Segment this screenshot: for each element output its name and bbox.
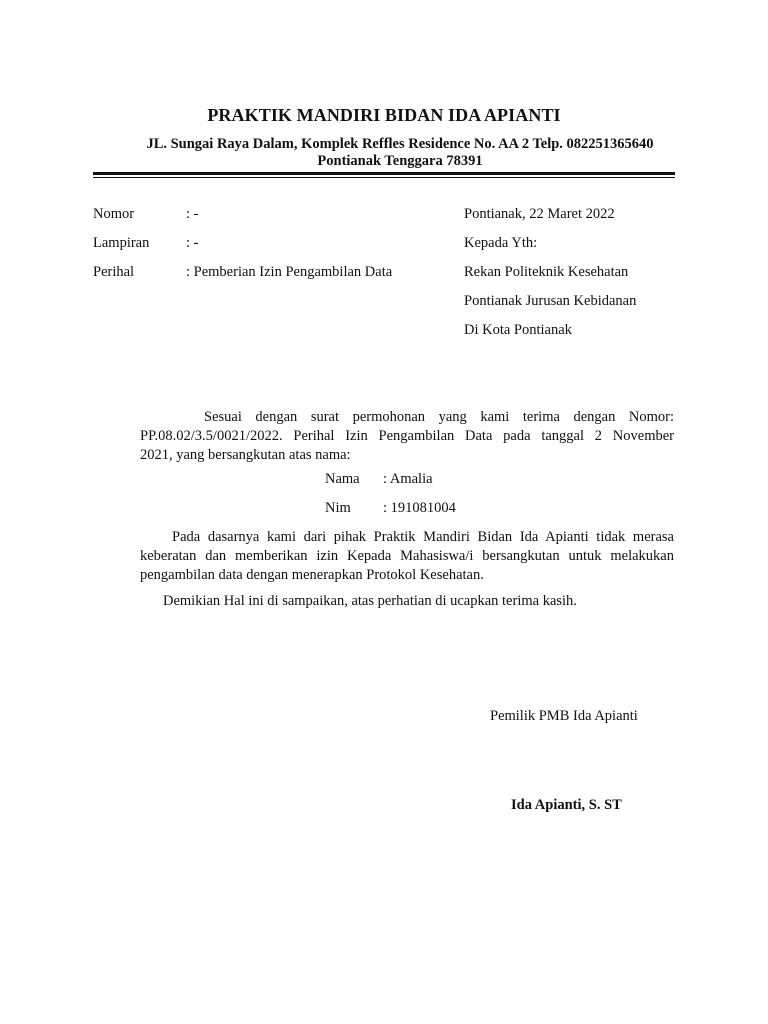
letterhead-divider-thick xyxy=(93,172,675,175)
perihal-label: Perihal xyxy=(93,264,135,280)
lampiran-label: Lampiran xyxy=(93,235,150,251)
para2-line1: Pada dasarnya kami dari pihak Praktik Mandiri Bidan Ida Apianti tidak merasa xyxy=(172,529,674,545)
letterhead-address-line2: Pontianak Tenggara 78391 xyxy=(317,153,483,169)
recipient-greeting: Kepada Yth: xyxy=(464,235,538,251)
nama-label: Nama xyxy=(325,471,360,487)
letterhead-divider-thin xyxy=(93,177,675,178)
nama-value: : Amalia xyxy=(383,471,433,487)
recipient-line2: Pontianak Jurusan Kebidanan xyxy=(464,293,637,309)
para2-line2: keberatan dan memberikan izin Kepada Mahasiswa/i bersangkutan untuk melakukan xyxy=(140,548,674,564)
place-date: Pontianak, 22 Maret 2022 xyxy=(464,206,615,222)
para1-line3: 2021, yang bersangkutan atas nama: xyxy=(140,447,351,463)
nomor-value: : - xyxy=(186,206,199,222)
perihal-value: : Pemberian Izin Pengambilan Data xyxy=(186,264,393,280)
signature-role: Pemilik PMB Ida Apianti xyxy=(490,708,638,724)
signature-name: Ida Apianti, S. ST xyxy=(511,797,622,813)
nim-value: : 191081004 xyxy=(383,500,456,516)
lampiran-value: : - xyxy=(186,235,199,251)
letterhead-title: PRAKTIK MANDIRI BIDAN IDA APIANTI xyxy=(207,105,561,125)
letterhead-address-line1: JL. Sungai Raya Dalam, Komplek Reffles Residence No. AA 2 Telp. 082251365640 xyxy=(146,136,654,152)
para1-line1: Sesuai dengan surat permohonan yang kami terima dengan Nomor: xyxy=(204,409,674,425)
para2-line3: pengambilan data dengan menerapkan Protokol Kesehatan. xyxy=(140,567,484,583)
nomor-label: Nomor xyxy=(93,206,135,222)
recipient-line3: Di Kota Pontianak xyxy=(464,322,572,338)
closing-sentence: Demikian Hal ini di sampaikan, atas perhatian di ucapkan terima kasih. xyxy=(163,593,577,609)
nim-label: Nim xyxy=(325,500,351,516)
recipient-line1: Rekan Politeknik Kesehatan xyxy=(464,264,629,280)
body-paragraph-2 xyxy=(140,528,674,585)
para1-line2: PP.08.02/3.5/0021/2022. Perihal Izin Pengambilan Data pada tanggal 2 November xyxy=(140,428,674,444)
body-paragraph-1 xyxy=(140,408,674,465)
